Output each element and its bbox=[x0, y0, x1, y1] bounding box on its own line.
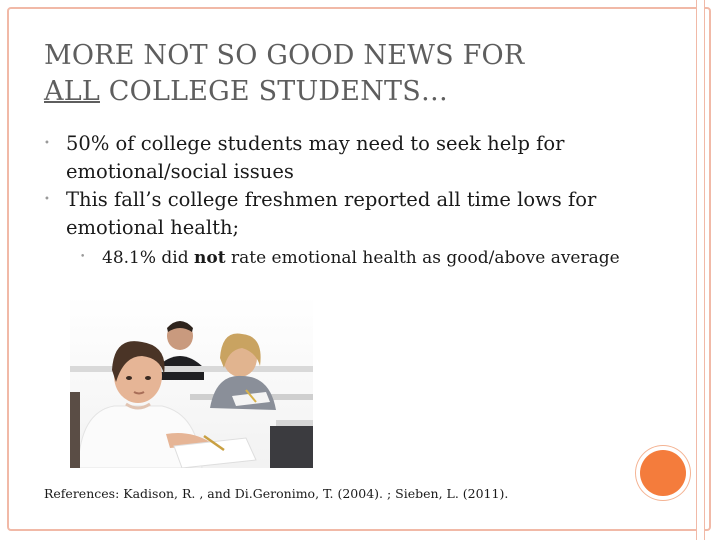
bullet-text: 50% of college students may need to seek help for emotional/social issues bbox=[66, 132, 565, 183]
slide-title bbox=[44, 38, 644, 110]
sub-bullet-text-post: rate emotional health as good/above average bbox=[225, 248, 620, 268]
bullet-item bbox=[44, 130, 644, 186]
orange-circle-icon bbox=[640, 450, 686, 496]
sub-bullet-bold-word: not bbox=[194, 248, 226, 268]
bullet-item bbox=[44, 186, 644, 242]
title-emphasis: ALL bbox=[44, 76, 100, 107]
title-line-1: MORE NOT SO GOOD NEWS FOR bbox=[44, 40, 525, 71]
bullet-dot-icon: • bbox=[44, 194, 50, 205]
students-in-classroom-photo bbox=[70, 296, 313, 468]
sub-bullet-item bbox=[80, 246, 644, 270]
references-footnote: References: Kadison, R. , and Di.Geronimo, T. (2004). ; Sieben, L. (2011). bbox=[44, 486, 509, 501]
title-line-2: COLLEGE STUDENTS… bbox=[99, 76, 449, 107]
bullet-list bbox=[44, 130, 644, 270]
bullet-dot-icon: • bbox=[44, 138, 50, 149]
sub-bullet-dot-icon: • bbox=[80, 252, 86, 262]
sub-bullet-text-pre: 48.1% did bbox=[102, 248, 195, 268]
decorative-side-bar bbox=[696, 0, 705, 540]
bullet-text: This fall’s college freshmen reported all time lows for emotional health; bbox=[66, 188, 597, 239]
